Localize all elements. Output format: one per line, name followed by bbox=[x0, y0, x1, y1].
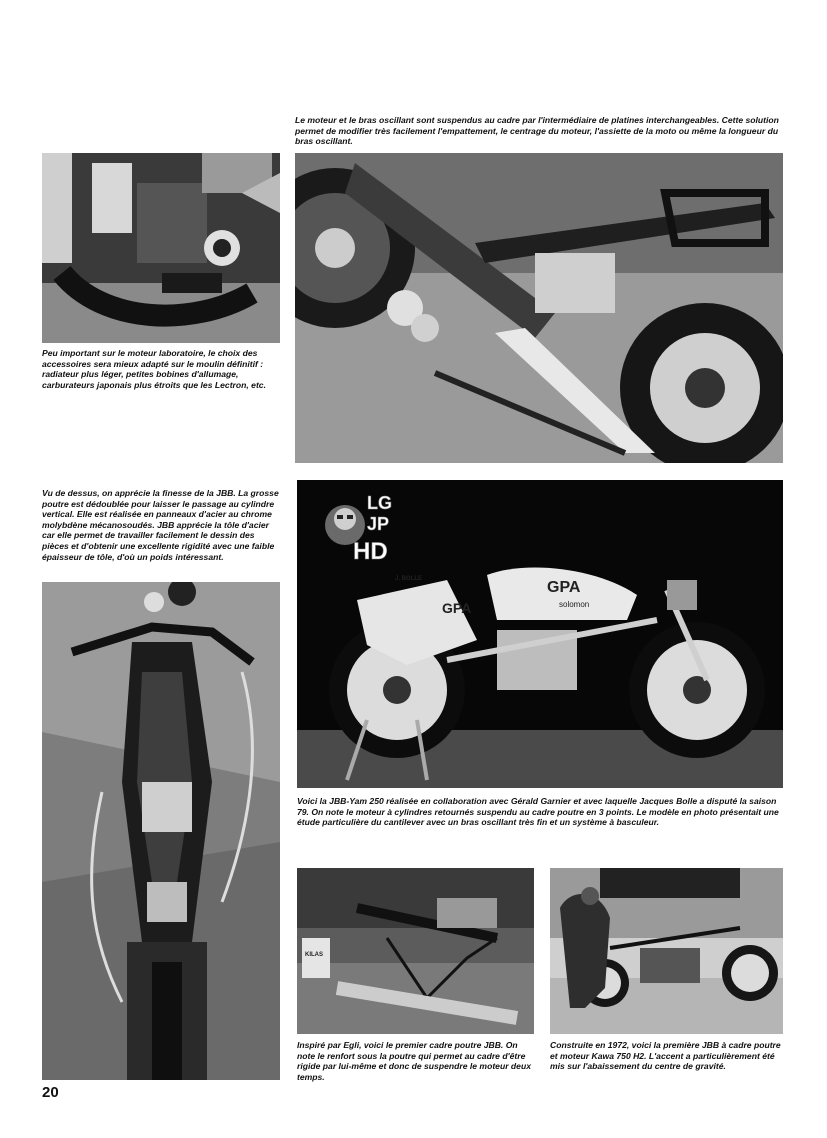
photo-first-beam-frame bbox=[297, 868, 534, 1034]
photo-engine-closeup bbox=[42, 153, 280, 343]
watermark-line3: HD bbox=[353, 538, 388, 565]
can-label: KILAS bbox=[305, 952, 323, 958]
page-number: 20 bbox=[42, 1084, 59, 1101]
caption-top-left: Peu important sur le moteur laboratoire, le choix des accessoires sera mieux adapté sur le moulin définitif : radiateur plus léger, petites bobines d'allumage, carburateurs japonais plus étroits que les Lectron, etc. bbox=[42, 348, 266, 390]
seat-tag: J. BOLLE bbox=[395, 576, 423, 582]
caption-bottom-center: Inspiré par Egli, voici le premier cadre poutre JBB. On note le renfort sous la poutre qui permet au cadre d'être rigide par lui-même et donc de suspendre le moteur deux temps. bbox=[297, 1040, 531, 1082]
photo-first-jbb-1972 bbox=[550, 868, 783, 1034]
fairing-text: GPA bbox=[442, 600, 472, 616]
photo-top-view bbox=[42, 582, 280, 1080]
caption-bottom-right: Construite en 1972, voici la première JBB à cadre poutre et moteur Kawa 750 H2. L'accent a particulièrement été mis sur l'abaissement du centre de gravité. bbox=[550, 1040, 781, 1072]
caption-mid-right: Voici la JBB-Yam 250 réalisée en collaboration avec Gérald Garnier et avec laquelle Jacques Bolle a disputé la saison 79. On note le moteur à cylindres retournés suspendu au cadre poutre en 3 points. Le modèle en photo présentait une étude particulière du cantilever avec un bras oscillant très fin et un système à basculeur. bbox=[297, 796, 779, 828]
watermark-logo bbox=[323, 485, 408, 567]
watermark-line2: JP bbox=[367, 514, 390, 534]
photo-frame-swingarm bbox=[295, 153, 783, 463]
tank-small-text: solomon bbox=[559, 600, 590, 609]
caption-top-right: Le moteur et le bras oscillant sont suspendus au cadre par l'intermédiaire de platines interchangeables. Cette solution permet de modifier très facilement l'empattement, le centrage du moteur, l'assiette de la moto ou même la longueur du bras oscillant. bbox=[295, 115, 779, 147]
caption-mid-left: Vu de dessus, on apprécie la finesse de la JBB. La grosse poutre est dédoublée pour laisser le passage au cylindre vertical. Elle est réalisée en panneaux d'acier au chrome molybdène mécanosoudés. JBB apprécie la tôle d'acier car elle permet de travailler facilement le dessin des pièces et d'obtenir une excellente rigidité avec une faible épaisseur de tôle, d'où un poids intéressant. bbox=[42, 488, 279, 562]
tank-text: GPA bbox=[547, 579, 581, 596]
watermark-line1: LG bbox=[367, 493, 392, 513]
